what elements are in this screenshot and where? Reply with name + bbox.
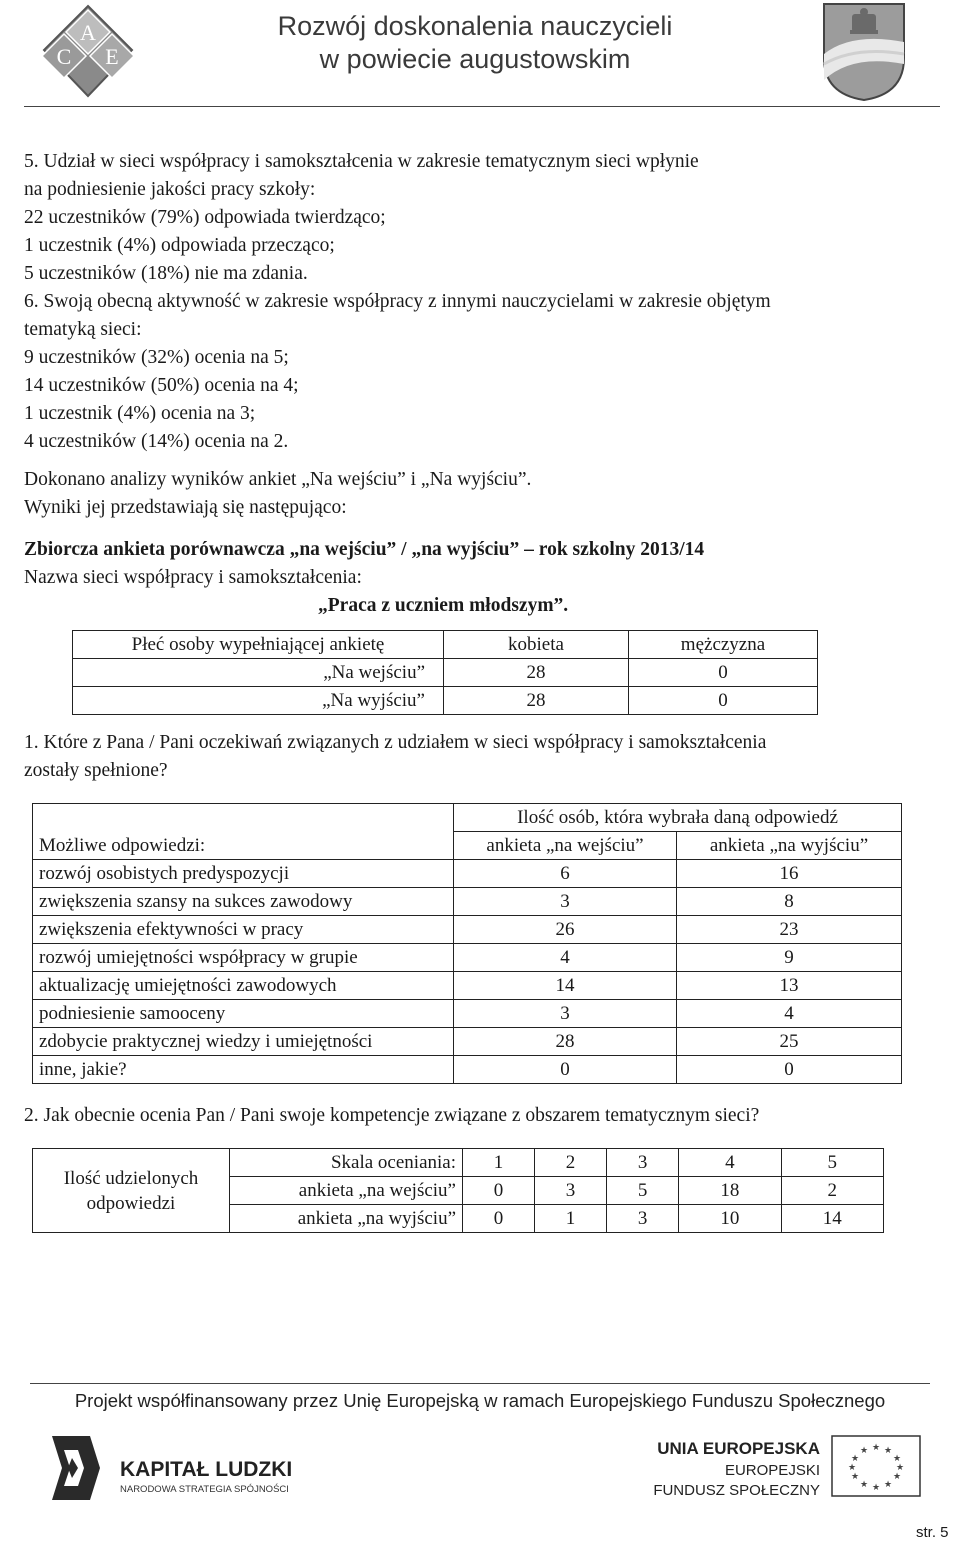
logo-letter-c: C xyxy=(56,44,72,69)
table-row xyxy=(33,1028,902,1056)
svg-text:★: ★ xyxy=(892,1472,902,1482)
page-number: str. 5 xyxy=(916,1524,949,1541)
gender-header-cell: kobieta xyxy=(444,631,629,659)
col-header-out: ankieta „na wyjściu” xyxy=(677,832,902,860)
q6-line: 6. Swoją obecną aktywność w zakresie współpracy z innymi nauczycielami w zakresie objętym xyxy=(24,291,771,312)
svg-text:★: ★ xyxy=(859,1480,869,1490)
count-out: 13 xyxy=(677,972,902,1000)
count-cell: 10 xyxy=(679,1205,781,1233)
survey-title: Zbiorcza ankieta porównawcza „na wejściu” / „na wyjściu” – rok szkolny 2013/14 xyxy=(24,539,705,560)
svg-text:★: ★ xyxy=(847,1463,857,1473)
answers-count-label-line1: Ilość udzielonych xyxy=(63,1167,199,1189)
table-row xyxy=(33,1000,902,1028)
scale-value: 4 xyxy=(679,1149,781,1177)
svg-text:★: ★ xyxy=(850,1472,860,1482)
scale-label: Skala oceniania: xyxy=(230,1149,463,1177)
svg-text:★: ★ xyxy=(883,1480,893,1490)
header-divider xyxy=(24,106,940,107)
ue-line1: UNIA EUROPEJSKA xyxy=(657,1439,820,1458)
gender-table xyxy=(72,630,818,715)
col-header-in: ankieta „na wejściu” xyxy=(454,832,677,860)
possible-answers-header: Możliwe odpowiedzi: xyxy=(33,804,454,860)
table-row xyxy=(33,1056,902,1084)
gender-cell: 28 xyxy=(444,659,629,687)
count-in: 4 xyxy=(454,944,677,972)
answer-label: zwiększenia szansy na sukces zawodowy xyxy=(33,888,454,916)
gender-cell: 28 xyxy=(444,687,629,715)
competence-table xyxy=(32,1148,884,1233)
gender-row-label: „Na wejściu” xyxy=(73,659,444,687)
gender-header-cell: Płeć osoby wypełniającej ankietę xyxy=(73,631,444,659)
ace-logo-icon xyxy=(36,4,140,100)
table-row xyxy=(33,860,902,888)
analysis-line-1: Dokonano analizy wyników ankiet „Na wejściu” i „Na wyjściu”. xyxy=(24,469,532,490)
count-cell: 18 xyxy=(679,1177,781,1205)
answer-label: inne, jakie? xyxy=(33,1056,454,1084)
count-group-header: Ilość osób, która wybrała daną odpowiedź xyxy=(454,804,902,832)
count-cell: 1 xyxy=(535,1205,607,1233)
table-row xyxy=(73,659,818,687)
logo-letter-a: A xyxy=(80,20,96,45)
svg-text:★: ★ xyxy=(895,1463,905,1473)
gender-header-cell: mężczyzna xyxy=(629,631,818,659)
count-out: 16 xyxy=(677,860,902,888)
table-row xyxy=(33,944,902,972)
footer-divider xyxy=(30,1383,930,1384)
svg-text:★: ★ xyxy=(871,1483,881,1493)
analysis-line-2: Wyniki jej przedstawiają się następująco: xyxy=(24,497,347,518)
q5-line: na podniesienie jakości pracy szkoły: xyxy=(24,179,316,200)
count-cell: 3 xyxy=(535,1177,607,1205)
scale-value: 5 xyxy=(781,1149,883,1177)
scale-value: 2 xyxy=(535,1149,607,1177)
q6-line: 9 uczestników (32%) ocenia na 5; xyxy=(24,347,289,368)
count-in: 3 xyxy=(454,888,677,916)
expectations-table xyxy=(32,803,902,1084)
answers-count-label-line2: odpowiedzi xyxy=(86,1192,176,1214)
q1-line: 1. Które z Pana / Pani oczekiwań związanych z udziałem w sieci współpracy i samokształcenia xyxy=(24,732,767,753)
answer-label: aktualizację umiejętności zawodowych xyxy=(33,972,454,1000)
count-in: 28 xyxy=(454,1028,677,1056)
header-title-line2: w powiecie augustowskim xyxy=(319,44,631,74)
network-label: Nazwa sieci współpracy i samokształcenia: xyxy=(24,567,362,588)
answer-label: podniesienie samooceny xyxy=(33,1000,454,1028)
count-cell: 3 xyxy=(607,1205,679,1233)
count-out: 25 xyxy=(677,1028,902,1056)
svg-text:★: ★ xyxy=(883,1446,893,1456)
answers-count-label xyxy=(33,1149,230,1233)
gender-cell: 0 xyxy=(629,687,818,715)
table-row xyxy=(33,1149,884,1177)
kapital-ludzki-logo-icon xyxy=(44,1428,304,1508)
scale-value: 1 xyxy=(463,1149,535,1177)
count-out: 0 xyxy=(677,1056,902,1084)
count-in: 26 xyxy=(454,916,677,944)
count-in: 6 xyxy=(454,860,677,888)
svg-text:★: ★ xyxy=(850,1454,860,1464)
q5-line: 5. Udział w sieci współpracy i samokształcenia w zakresie tematycznym sieci wpłynie xyxy=(24,151,699,172)
ue-line3: FUNDUSZ SPOŁECZNY xyxy=(653,1482,820,1499)
survey-out-label: ankieta „na wyjściu” xyxy=(230,1205,463,1233)
header-title-line1: Rozwój doskonalenia nauczycieli xyxy=(277,11,673,41)
count-in: 14 xyxy=(454,972,677,1000)
page-header xyxy=(0,0,960,108)
question-5-block xyxy=(24,148,940,288)
count-cell: 14 xyxy=(781,1205,883,1233)
network-name: „Praca z uczniem młodszym”. xyxy=(318,595,569,616)
count-out: 23 xyxy=(677,916,902,944)
q2-line: 2. Jak obecnie ocenia Pan / Pani swoje kompetencje związane z obszarem tematycznym sieci? xyxy=(24,1105,760,1126)
footer-text: Projekt współfinansowany przez Unię Europejską w ramach Europejskiego Funduszu Społecznego xyxy=(74,1390,886,1411)
answer-label: zwiększenia efektywności w pracy xyxy=(33,916,454,944)
q6-line: 4 uczestników (14%) ocenia na 2. xyxy=(24,431,289,452)
eu-flag-logo-icon xyxy=(648,1428,928,1508)
q6-line: 14 uczestników (50%) ocenia na 4; xyxy=(24,375,299,396)
question-6-block xyxy=(24,288,940,456)
q5-line: 5 uczestników (18%) nie ma zdania. xyxy=(24,263,308,284)
count-cell: 0 xyxy=(463,1177,535,1205)
q6-line: 1 uczestnik (4%) ocenia na 3; xyxy=(24,403,256,424)
q5-line: 1 uczestnik (4%) odpowiada przecząco; xyxy=(24,235,335,256)
count-cell: 2 xyxy=(781,1177,883,1205)
count-cell: 0 xyxy=(463,1205,535,1233)
table-row xyxy=(33,804,902,832)
ue-line2: EUROPEJSKI xyxy=(724,1462,820,1479)
count-in: 0 xyxy=(454,1056,677,1084)
header-title xyxy=(240,10,710,76)
count-cell: 5 xyxy=(607,1177,679,1205)
answer-label: rozwój umiejętności współpracy w grupie xyxy=(33,944,454,972)
table-row xyxy=(33,972,902,1000)
gender-row-label: „Na wyjściu” xyxy=(73,687,444,715)
gender-cell: 0 xyxy=(629,659,818,687)
svg-text:★: ★ xyxy=(892,1454,902,1464)
kl-title: KAPITAŁ LUDZKI xyxy=(120,1458,293,1481)
q6-line: tematyką sieci: xyxy=(24,319,142,340)
question-1-block xyxy=(24,729,940,785)
count-out: 8 xyxy=(677,888,902,916)
q1-line: zostały spełnione? xyxy=(24,760,168,781)
scale-value: 3 xyxy=(607,1149,679,1177)
svg-text:★: ★ xyxy=(859,1446,869,1456)
table-row xyxy=(73,687,818,715)
count-out: 9 xyxy=(677,944,902,972)
table-row xyxy=(33,916,902,944)
table-row xyxy=(73,631,818,659)
county-crest-icon xyxy=(822,2,906,102)
page-content xyxy=(24,148,940,1233)
answer-label: rozwój osobistych predyspozycji xyxy=(33,860,454,888)
count-out: 4 xyxy=(677,1000,902,1028)
logo-letter-e: E xyxy=(105,44,119,69)
kl-subtitle: NARODOWA STRATEGIA SPÓJNOŚCI xyxy=(120,1484,289,1495)
answer-label: zdobycie praktycznej wiedzy i umiejętności xyxy=(33,1028,454,1056)
count-in: 3 xyxy=(454,1000,677,1028)
svg-text:★: ★ xyxy=(871,1443,881,1453)
q5-line: 22 uczestników (79%) odpowiada twierdząco; xyxy=(24,207,386,228)
table-row xyxy=(33,888,902,916)
survey-in-label: ankieta „na wejściu” xyxy=(230,1177,463,1205)
